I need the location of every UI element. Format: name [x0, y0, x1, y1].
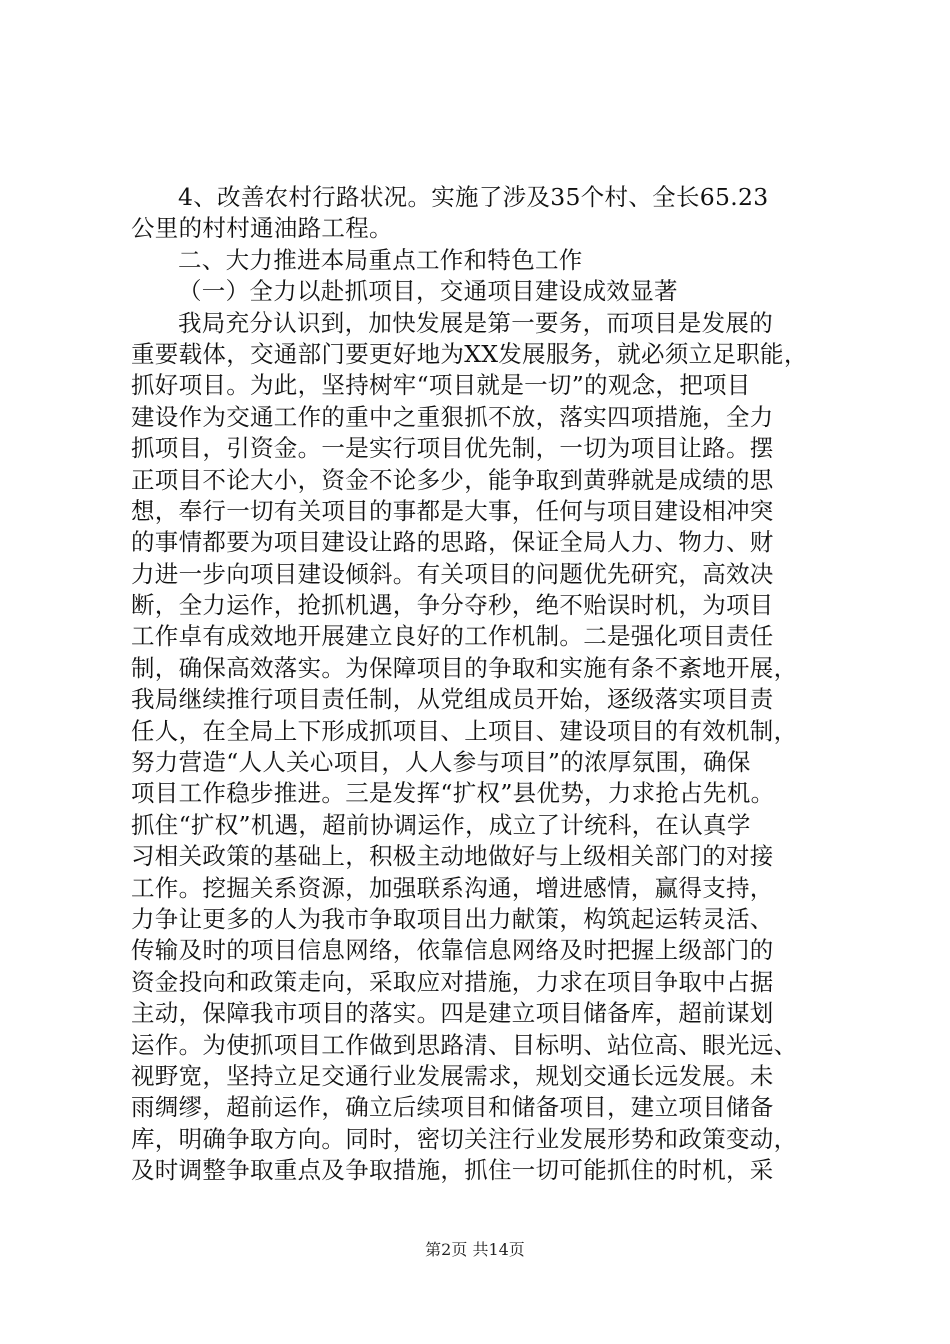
text-line: 项目工作稳步推进。三是发挥“扩权”县优势，力求抢占先机。 [131, 779, 775, 808]
text-line: 运作。为使抓项目工作做到思路清、目标明、站位高、眼光远、 [131, 1030, 798, 1059]
text-line: 抓住“扩权”机遇，超前协调运作，成立了计统科，在认真学 [131, 810, 751, 839]
text-line: 想，奉行一切有关项目的事都是大事，任何与项目建设相冲突 [131, 496, 774, 525]
text-line: 建设作为交通工作的重中之重狠抓不放，落实四项措施，全力 [131, 402, 774, 431]
text-line: 任人，在全局上下形成抓项目、上项目、建设项目的有效机制， [131, 716, 798, 745]
text-line: 断，全力运作，抢抓机遇，争分夺秒，绝不贻误时机，为项目 [131, 591, 774, 620]
text-line: 主动，保障我市项目的落实。四是建立项目储备库，超前谋划 [131, 999, 774, 1028]
text-line: 4、改善农村行路状况。实施了涉及35个村、全长65.23 [178, 183, 769, 211]
text-line: （一）全力以赴抓项目，交通项目建设成效显著 [178, 277, 678, 306]
text-line: 二、大力推进本局重点工作和特色工作 [178, 245, 583, 274]
text-line: 传输及时的项目信息网络，依靠信息网络及时把握上级部门的 [131, 936, 774, 965]
text-line: 的事情都要为项目建设让路的思路，保证全局人力、物力、财 [131, 528, 774, 557]
text-line: 正项目不论大小，资金不论多少，能争取到黄骅就是成绩的思 [131, 465, 774, 494]
text-line: 抓好项目。为此，坚持树牢“项目就是一切”的观念，把项目 [131, 371, 751, 400]
page-footer: 第2页 共14页 [425, 1240, 525, 1259]
text-line: 及时调整争取重点及争取措施，抓住一切可能抓住的时机，采 [131, 1156, 774, 1185]
text-line: 公里的村村通油路工程。 [131, 214, 393, 243]
text-line: 我局继续推行项目责任制，从党组成员开始，逐级落实项目责 [131, 685, 774, 714]
text-line: 努力营造“人人关心项目，人人参与项目”的浓厚氛围，确保 [131, 748, 751, 777]
text-line: 工作。挖掘关系资源，加强联系沟通，增进感情，赢得支持， [131, 873, 774, 902]
text-line: 重要载体，交通部门要更好地为XX发展服务，就必须立足职能， [131, 339, 808, 368]
text-line: 抓项目，引资金。一是实行项目优先制，一切为项目让路。摆 [131, 434, 774, 463]
text-line: 我局充分认识到，加快发展是第一要务，而项目是发展的 [178, 308, 773, 337]
text-line: 习相关政策的基础上，积极主动地做好与上级相关部门的对接 [131, 842, 774, 871]
text-line: 库，明确争取方向。同时，密切关注行业发展形势和政策变动， [131, 1124, 798, 1153]
text-line: 工作卓有成效地开展建立良好的工作机制。二是强化项目责任 [131, 622, 774, 651]
text-line: 视野宽，坚持立足交通行业发展需求，规划交通长远发展。未 [131, 1061, 774, 1090]
text-line: 力争让更多的人为我市争取项目出力献策，构筑起运转灵活、 [131, 904, 774, 933]
document-body [131, 182, 831, 1187]
text-line: 雨绸缪，超前运作，确立后续项目和储备项目，建立项目储备 [131, 1093, 774, 1122]
text-line: 资金投向和政策走向，采取应对措施，力求在项目争取中占据 [131, 967, 774, 996]
text-line: 力进一步向项目建设倾斜。有关项目的问题优先研究，高效决 [131, 559, 774, 588]
text-line: 制，确保高效落实。为保障项目的争取和实施有条不紊地开展， [131, 653, 798, 682]
